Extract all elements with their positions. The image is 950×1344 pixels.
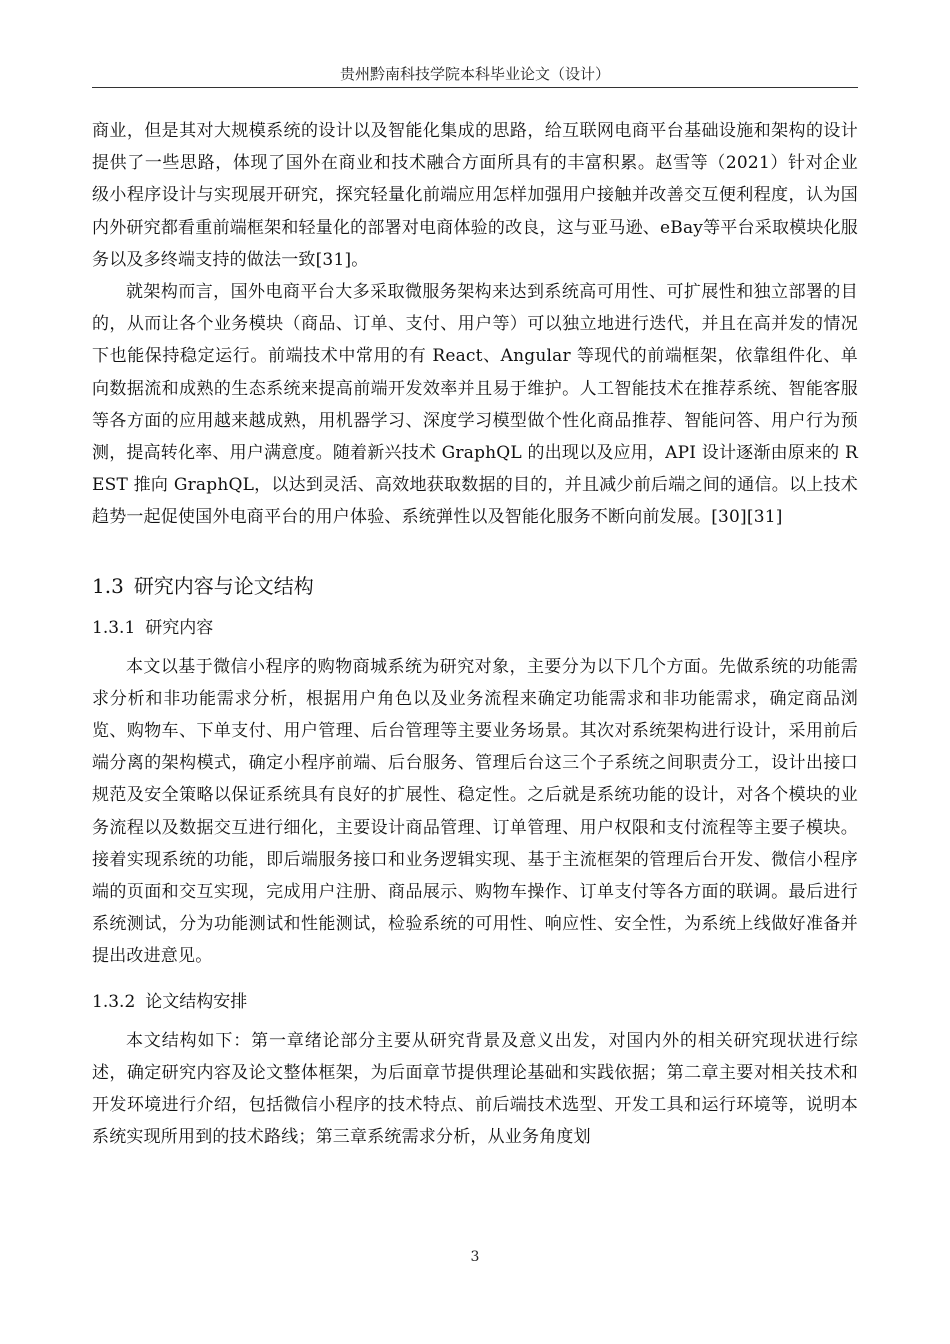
paragraph-architecture: 就架构而言，国外电商平台大多采取微服务架构来达到系统高可用性、可扩展性和独立部署的目的，从而让各个业务模块（商品、订单、支付、用户等）可以独立地进行迭代，并且在高并发的情况下也能保持稳定运行。前端技术中常用的有 React、Angular 等现代的前端框架，依靠组件化、单向数据流和成熟的生态系统来提高前端开发效率并且易于维护。人工智能技术在推荐系统、智能客服等各方面的应用越来越成熟，用机器学习、深度学习模型做个性化商品推荐、智能问答、用户行为预测，提高转化率、用户满意度。随着新兴技术 GraphQL 的出现以及应用，API 设计逐渐由原来的 REST 推向 GraphQL，以达到灵活、高效地获取数据的目的，并且减少前后端之间的通信。以上技术趋势一起促使国外电商平台的用户体验、系统弹性以及智能化服务不断向前发展。[30][31] <box>92 282 858 528</box>
subsection-number: 1.3.1 <box>92 617 136 638</box>
subsection-title: 研究内容 <box>145 617 214 638</box>
paragraph-research-content: 本文以基于微信小程序的购物商城系统为研究对象，主要分为以下几个方面。先做系统的功能需求分析和非功能需求分析，根据用户角色以及业务流程来确定功能需求和非功能需求，确定商品浏览、购物车、下单支付、用户管理、后台管理等主要业务场景。其次对系统架构进行设计，采用前后端分离的架构模式，确定小程序前端、后台服务、管理后台这三个子系统之间职责分工，设计出接口规范及安全策略以保证系统具有良好的扩展性、稳定性。之后就是系统功能的设计，对各个模块的业务流程以及数据交互进行细化，主要设计商品管理、订单管理、用户权限和支付流程等主要子模块。接着实现系统的功能，即后端服务接口和业务逻辑实现、基于主流框架的管理后台开发、微信小程序端的页面和交互实现，完成用户注册、商品展示、购物车操作、订单支付等各方面的联调。最后进行系统测试，分为功能测试和性能测试，检验系统的可用性、响应性、安全性，为系统上线做好准备并提出改进意见。 <box>92 656 858 967</box>
running-header: 贵州黔南科技学院本科毕业论文（设计） <box>339 65 610 83</box>
paragraph-thesis-structure: 本文结构如下：第一章绪论部分主要从研究背景及意义出发，对国内外的相关研究现状进行综述，确定研究内容及论文整体框架，为后面章节提供理论基础和实践依据；第二章主要对相关技术和开发环境进行介绍，包括微信小程序的技术特点、前后端技术选型、开发工具和运行环境等，说明本系统实现所用到的技术路线；第三章系统需求分析，从业务角度划 <box>92 1030 858 1148</box>
paragraph-continued: 商业，但是其对大规模系统的设计以及智能化集成的思路，给互联网电商平台基础设施和架构的设计提供了一些思路，体现了国外在商业和技术融合方面所具有的丰富积累。赵雪等（2021）针对企业级小程序设计与实现展开研究，探究轻量化前端应用怎样加强用户接触并改善交互便利程度，认为国内外研究都看重前端框架和轻量化的部署对电商体验的改良，这与亚马逊、eBay等平台采取模块化服务以及多终端支持的做法一致[31]。 <box>92 121 858 270</box>
section-title: 研究内容与论文结构 <box>133 573 314 598</box>
subsection-heading-1-3-2 <box>92 973 858 1025</box>
subsection-number: 1.3.2 <box>92 991 136 1012</box>
section-number: 1.3 <box>92 573 124 598</box>
body-text <box>92 115 858 1153</box>
page-number: 3 <box>470 1249 480 1265</box>
header-rule <box>92 87 858 88</box>
subsection-title: 论文结构安排 <box>145 991 248 1012</box>
subsection-heading-1-3-1 <box>92 609 858 651</box>
section-heading-1-3 <box>92 534 858 609</box>
